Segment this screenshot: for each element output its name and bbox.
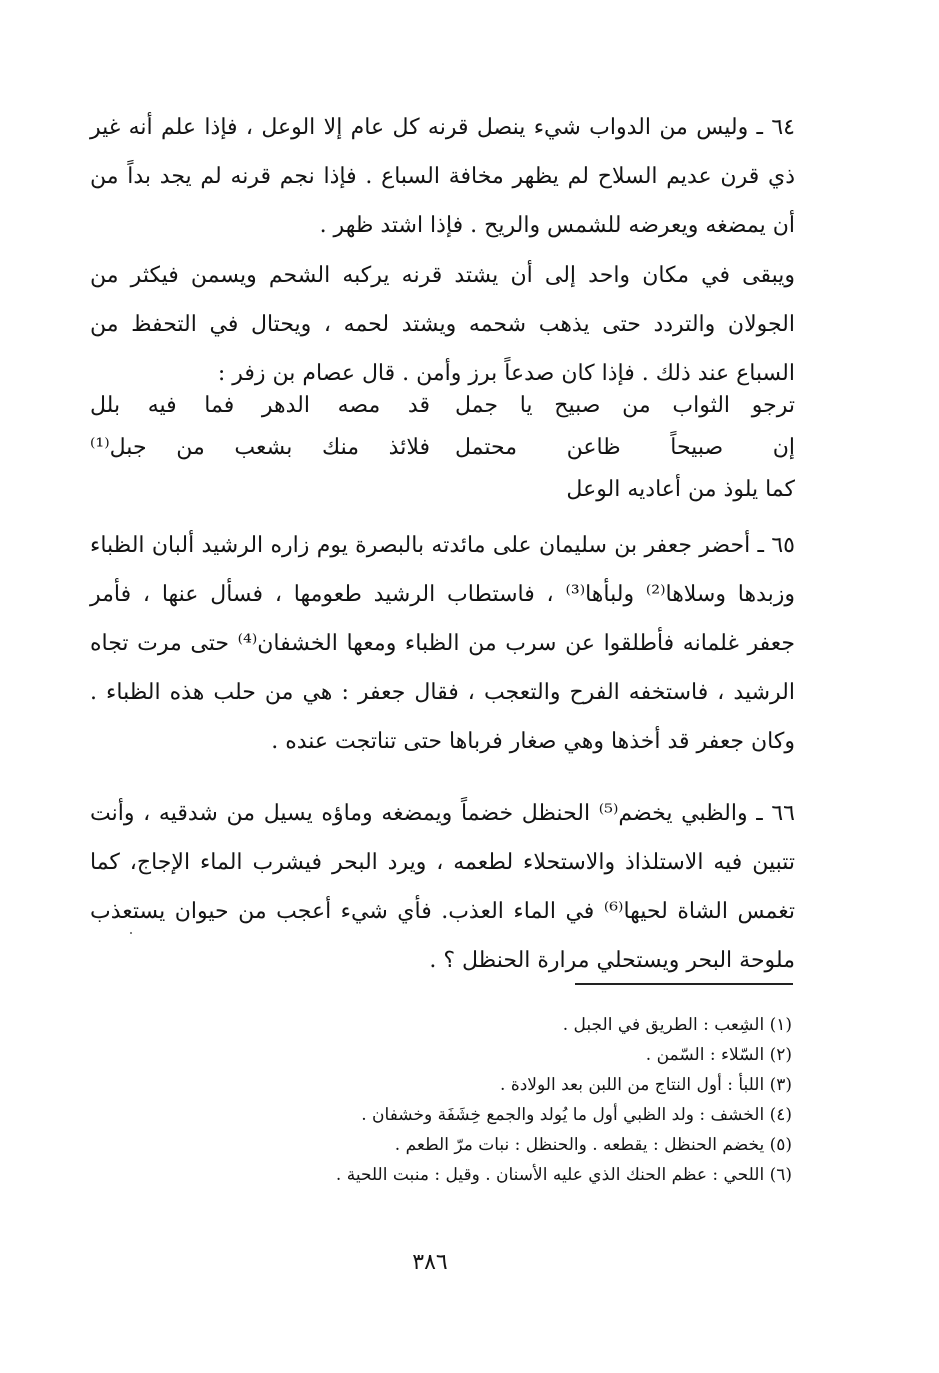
paragraph-64-continued: ويبقى في مكان واحد إلى أن يشتد قرنه يركبه الشحم ويسمن فيكثر من الجولان والتردد حتى يذهب شحمه ويشتد لحمه ، ويحتال في التحفظ من السباع عند ذلك . فإذا كان صدعاً برز وأمن . قال عصام بن زفر : xyxy=(90,263,795,386)
print-speck xyxy=(130,932,132,934)
footnote-2: (٢) السّلاء : السّمن . xyxy=(645,1045,792,1065)
footnote-5: (٥) يخضم الحنظل : يقطعه . والحنظل : نبات مرّ الطعم . xyxy=(394,1135,792,1155)
page-number: ٣٨٦ xyxy=(412,1250,448,1275)
verse-2 xyxy=(90,427,795,469)
footnotes xyxy=(90,1010,792,1190)
verse-2-first-hemistich: إن صبيحاً ظاعن محتمل xyxy=(455,435,795,460)
poem xyxy=(90,385,795,511)
verse-1-second-hemistich: قد مصه الدهر فما فيه بلل xyxy=(90,393,430,418)
paragraph-64: ٦٤ ـ وليس من الدواب شيء ينصل قرنه كل عام إلا الوعل ، فإذا علم أنه غير ذي قرن عديم السلاح لم يظهر مخافة السباع . فإذا نجم قرنه لم يجد بداً من أن يمضغه ويعرضه للشمس والريح . فإذا اشتد ظهر . xyxy=(90,115,795,238)
footnote-6: (٦) اللحي : عظم الحنك الذي عليه الأسنان . وقيل : منبت اللحية . xyxy=(335,1165,792,1185)
verse-1 xyxy=(90,385,795,427)
footnote-3: (٣) اللبأ : أول النتاج من اللبن بعد الولادة . xyxy=(500,1075,792,1095)
verse-2-second-hemistich: فلائذ منك بشعب من جبل⁽¹⁾ xyxy=(90,435,430,460)
paragraph-66: ٦٦ ـ والظبي يخضم⁽⁵⁾ الحنظل خضماً ويمضغه وماؤه يسيل من شدقيه ، وأنت تتبين فيه الاستلذاذ والاستحلاء لطعمه ، ويرد البحر فيشرب الماء الإجاج، كما تغمس الشاة لحيها⁽⁶⁾ في الماء العذب. فأي شيء أعجب من حيوان يستعذب ملوحة البحر ويستحلي مرارة الحنظل ؟ . xyxy=(90,801,795,973)
paragraph-65: ٦٥ ـ أحضر جعفر بن سليمان على مائدته بالبصرة يوم زاره الرشيد ألبان الظباء وزبدها وسلاها⁽²⁾ ولبأها⁽³⁾ ، فاستطاب الرشيد طعومها ، فسأل عنها ، فأمر جعفر غلمانه فأطلقوا عن سرب من الظباء ومعها الخشفان⁽⁴⁾ حتى مرت تجاه الرشيد ، فاستخفه الفرح والتعجب ، فقال جعفر : هي من حلب هذه الظباء . وكان جعفر قد أخذها وهي صغار فرباها حتى تناتجت عنده . xyxy=(90,533,796,754)
verse-3: كما يلوذ من أعاديه الوعل xyxy=(566,477,795,502)
footnote-1: (١) الشِعب : الطريق في الجبل . xyxy=(562,1015,792,1035)
verse-1-first-hemistich: ترجو الثواب من صبيح يا جمل xyxy=(455,393,795,418)
footnote-separator xyxy=(575,983,793,985)
footnote-4: (٤) الخشف : ولد الظبي أول ما يُولد والجمع خِشَفَة وخشفان . xyxy=(361,1105,792,1125)
